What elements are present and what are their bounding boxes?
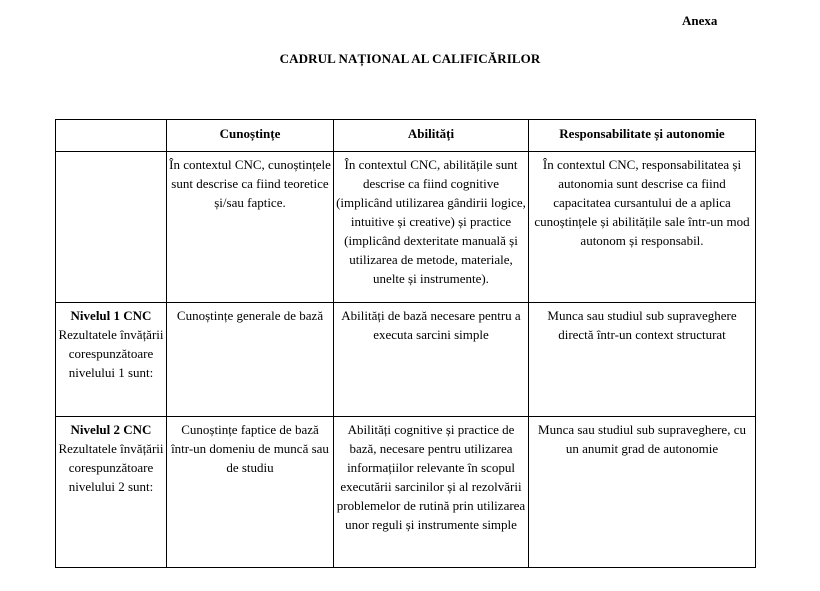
column-header-knowledge: Cunoștințe bbox=[167, 120, 334, 152]
intro-label-cell bbox=[56, 152, 167, 303]
level-1-label-cell bbox=[56, 303, 167, 417]
level-2-name: Nivelul 2 CNC bbox=[70, 422, 152, 437]
level-2-label-cell bbox=[56, 417, 167, 568]
intro-skills-cell: În contextul CNC, abilitățile sunt descrise ca fiind cognitive (implicând utilizarea gândirii logice, intuitive și creative) și practice (implicând dexteritate manuală și utilizarea de metode, materiale, unelte și instrumente). bbox=[334, 152, 529, 303]
column-header-skills: Abilități bbox=[334, 120, 529, 152]
table-row-level-1 bbox=[56, 303, 756, 417]
document-title: CADRUL NAȚIONAL AL CALIFICĂRILOR bbox=[279, 51, 541, 66]
qualifications-table bbox=[55, 119, 756, 568]
table-row-intro bbox=[56, 152, 756, 303]
level-1-sublabel: Rezultatele învățării corespunzătoare nivelului 1 sunt: bbox=[58, 327, 164, 380]
level-2-responsibility-cell: Munca sau studiul sub supraveghere, cu un anumit grad de autonomie bbox=[529, 417, 756, 568]
table-row-level-2 bbox=[56, 417, 756, 568]
annex-label: Anexa bbox=[682, 13, 718, 28]
level-1-skills-cell: Abilități de bază necesare pentru a executa sarcini simple bbox=[334, 303, 529, 417]
column-header-empty bbox=[56, 120, 167, 152]
level-1-knowledge-cell: Cunoștințe generale de bază bbox=[167, 303, 334, 417]
intro-responsibility-cell: În contextul CNC, responsabilitatea și autonomia sunt descrise ca fiind capacitatea cursantului de a aplica cunoștințele și abilitățile sale într-un mod autonom și responsabil. bbox=[529, 152, 756, 303]
level-2-skills-cell: Abilități cognitive și practice de bază, necesare pentru utilizarea informațiilor relevante în scopul executării sarcinilor și al rezolvării problemelor de rutină prin utilizarea unor reguli și instrumente simple bbox=[334, 417, 529, 568]
table-header-row bbox=[56, 120, 756, 152]
level-1-name: Nivelul 1 CNC bbox=[70, 308, 152, 323]
intro-knowledge-cell: În contextul CNC, cunoștințele sunt descrise ca fiind teoretice și/sau faptice. bbox=[167, 152, 334, 303]
level-2-knowledge-cell: Cunoștințe faptice de bază într-un domeniu de muncă sau de studiu bbox=[167, 417, 334, 568]
column-header-responsibility: Responsabilitate și autonomie bbox=[529, 120, 756, 152]
level-2-sublabel: Rezultatele învățării corespunzătoare nivelului 2 sunt: bbox=[58, 441, 164, 494]
level-1-responsibility-cell: Munca sau studiul sub supraveghere directă într-un context structurat bbox=[529, 303, 756, 417]
